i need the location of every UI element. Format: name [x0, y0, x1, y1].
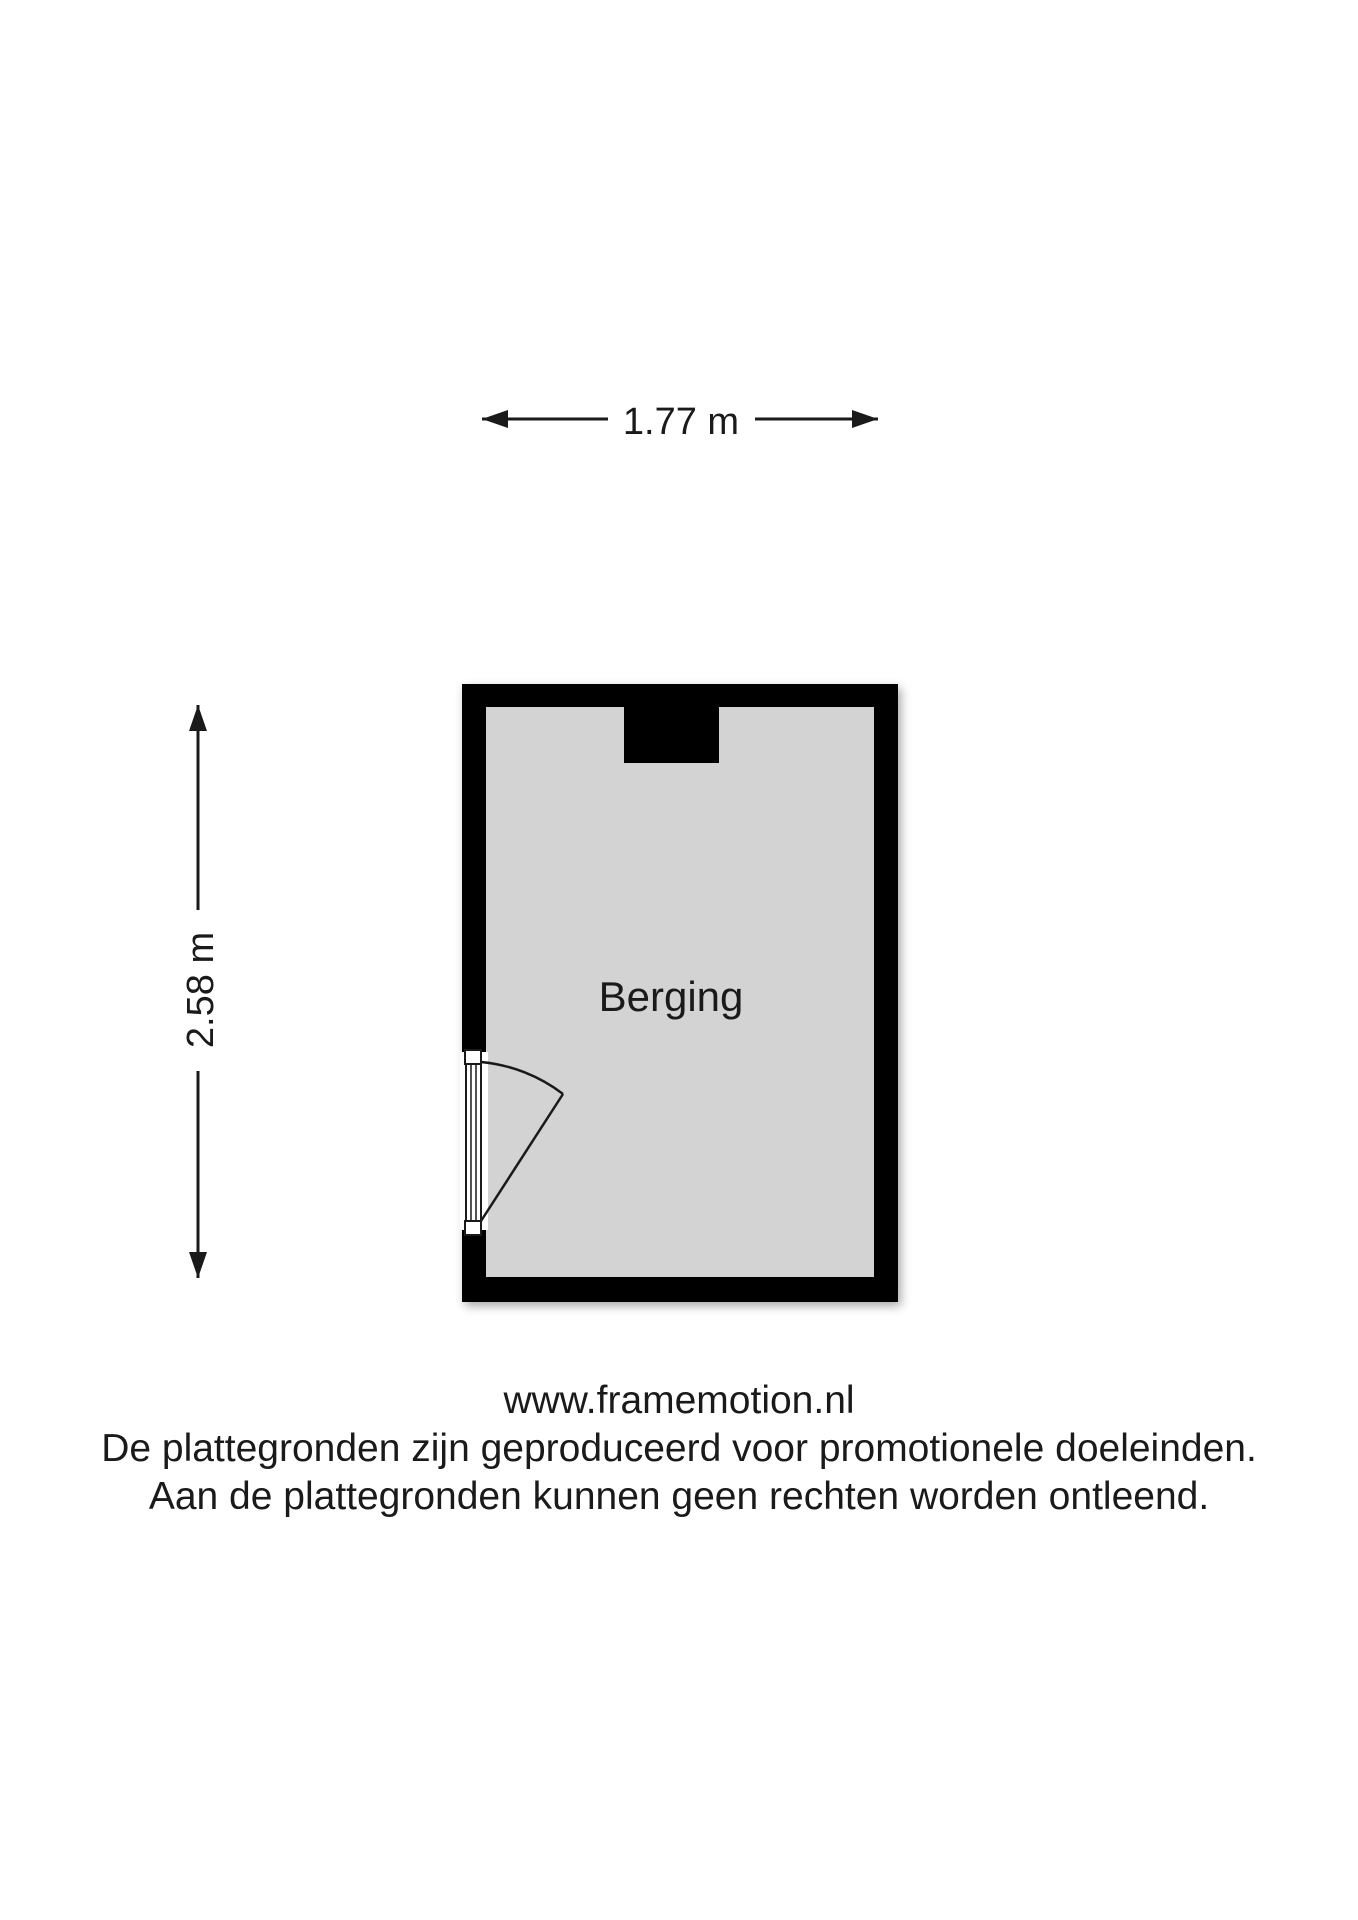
footer-disclaimer-line1: De plattegronden zijn geproduceerd voor promotionele doeleinden.: [101, 1427, 1257, 1470]
room-label-berging: Berging: [598, 973, 744, 1020]
width-dimension: [482, 401, 878, 443]
footer-website: www.framemotion.nl: [503, 1379, 855, 1422]
door-opening: [460, 1052, 488, 1230]
footer-disclaimer-line2: Aan de plattegronden kunnen geen rechten worden ontleend.: [148, 1475, 1210, 1518]
height-dimension-label: 2.58 m: [180, 931, 222, 1049]
width-dimension-label: 1.77 m: [622, 401, 740, 443]
arrow-left-icon: [482, 410, 508, 428]
arrow-right-icon: [852, 410, 878, 428]
door-jamb-bottom: [465, 1221, 481, 1235]
door-jamb-top: [465, 1050, 481, 1064]
arrow-up-icon: [189, 705, 207, 731]
height-dimension: [180, 705, 222, 1278]
footer-text-block: [0, 1377, 1358, 1521]
arrow-down-icon: [189, 1252, 207, 1278]
shaft-block: [624, 707, 719, 763]
